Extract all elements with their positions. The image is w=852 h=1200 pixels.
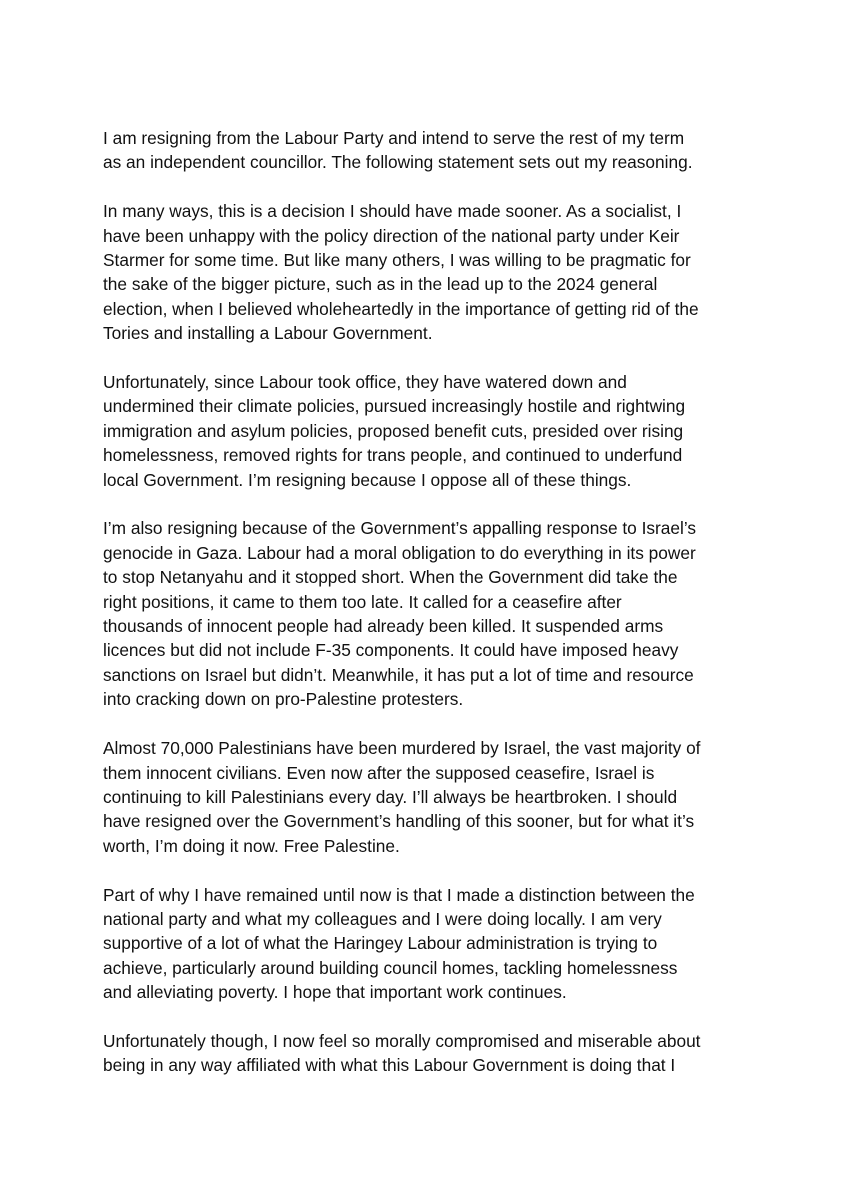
paragraph-5: Almost 70,000 Palestinians have been murdered by Israel, the vast majority of them innocent civilians. Even now after the supposed ceasefire, Israel is continuing to kill Palestinians every day. I’ll always be heartbroken. I should have resigned over the Government’s handling of this sooner, but for what it’s worth, I’m doing it now. Free Palestine. <box>103 738 701 856</box>
paragraph-7: Unfortunately though, I now feel so morally compromised and miserable about being in any way affiliated with what this Labour Government is doing that I <box>103 1030 701 1076</box>
paragraph-1: I am resigning from the Labour Party and intend to serve the rest of my term as an independent councillor. The following statement sets out my reasoning. <box>103 128 693 173</box>
paragraph-2: In many ways, this is a decision I should have made sooner. As a socialist, I have been unhappy with the policy direction of the national party under Keir Starmer for some time. But like many others, I was willing to be pragmatic for the sake of the bigger picture, such as in the lead up to the 2024 general election, when I believed wholeheartedly in the importance of getting rid of the Tories and installing a Labour Government. <box>103 201 699 344</box>
paragraph-4: I’m also resigning because of the Government’s appalling response to Israel’s genocide in Gaza. Labour had a moral obligation to do everything in its power to stop Netanyahu and it stopped short. When the Government did take the right positions, it came to them too late. It called for a ceasefire after thousands of innocent people had already been killed. It suspended arms licences but did not include F-35 components. It could have imposed heavy sanctions on Israel but didn’t. Meanwhile, it has put a lot of time and resource into cracking down on pro-Palestine protesters. <box>103 518 697 710</box>
paragraph-6: Part of why I have remained until now is that I made a distinction between the national party and what my colleagues and I were doing locally. I am very supportive of a lot of what the Haringey Labour administration is trying to achieve, particularly around building council homes, tackling homelessness and alleviating poverty. I hope that important work continues. <box>103 884 695 1003</box>
paragraph-3: Unfortunately, since Labour took office, they have watered down and undermined their climate policies, pursued increasingly hostile and rightwing immigration and asylum policies, proposed benefit cuts, presided over rising homelessness, removed rights for trans people, and continued to underfund local Government. I’m resigning because I oppose all of these things. <box>103 372 686 490</box>
statement-body <box>103 126 763 1078</box>
